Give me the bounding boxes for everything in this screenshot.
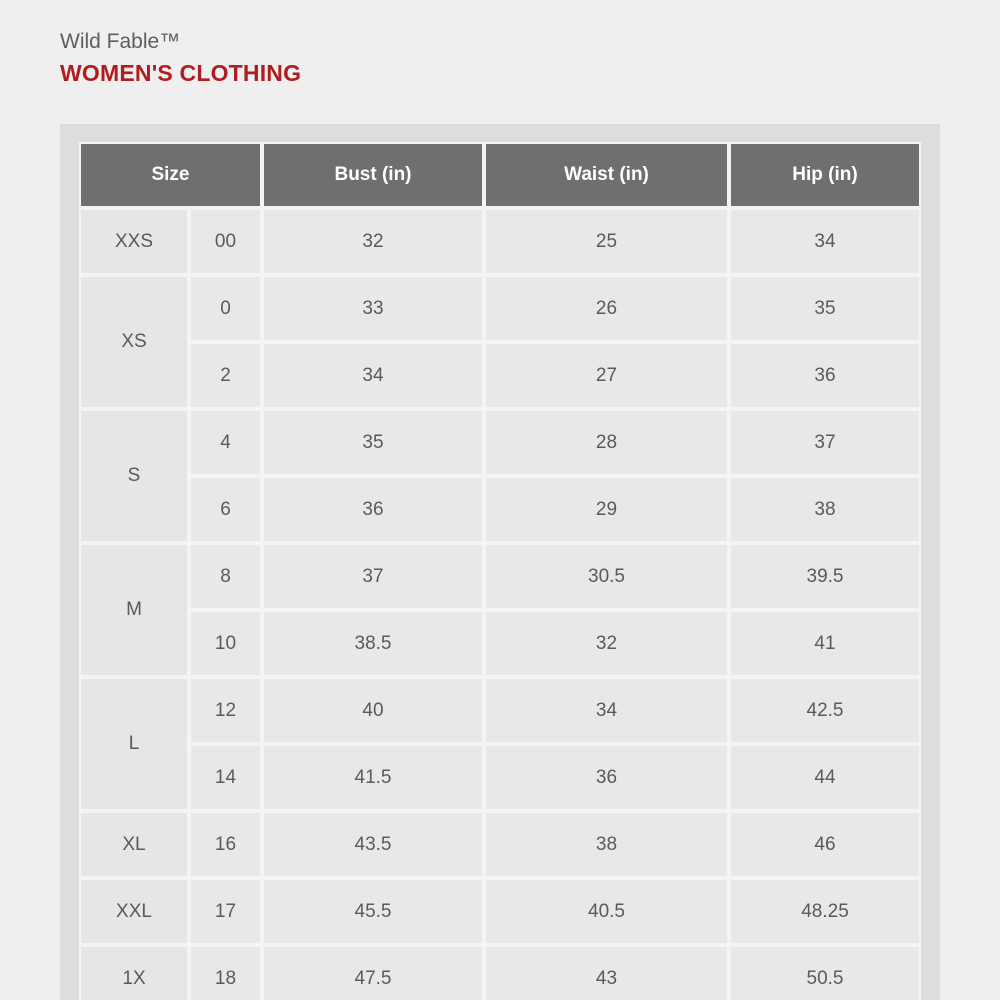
table-row	[79, 208, 921, 275]
size-number-cell: 18	[189, 945, 262, 1000]
waist-cell: 26	[484, 275, 729, 342]
bust-cell: 43.5	[262, 811, 484, 878]
waist-cell: 30.5	[484, 543, 729, 610]
hip-cell: 38	[729, 476, 921, 543]
hip-cell: 36	[729, 342, 921, 409]
column-header-waist: Waist (in)	[484, 142, 729, 208]
size-number-cell: 6	[189, 476, 262, 543]
bust-cell: 41.5	[262, 744, 484, 811]
hip-cell: 35	[729, 275, 921, 342]
table-row	[79, 677, 921, 744]
bust-cell: 45.5	[262, 878, 484, 945]
hip-cell: 39.5	[729, 543, 921, 610]
waist-cell: 28	[484, 409, 729, 476]
waist-cell: 36	[484, 744, 729, 811]
size-letter-cell: XXS	[79, 208, 189, 275]
bust-cell: 40	[262, 677, 484, 744]
bust-cell: 37	[262, 543, 484, 610]
size-number-cell: 10	[189, 610, 262, 677]
table-row	[79, 811, 921, 878]
bust-cell: 32	[262, 208, 484, 275]
bust-cell: 38.5	[262, 610, 484, 677]
table-row	[79, 476, 921, 543]
size-chart-table	[79, 142, 921, 1000]
waist-cell: 32	[484, 610, 729, 677]
bust-cell: 36	[262, 476, 484, 543]
hip-cell: 42.5	[729, 677, 921, 744]
hip-cell: 34	[729, 208, 921, 275]
hip-cell: 50.5	[729, 945, 921, 1000]
size-letter-cell: XXL	[79, 878, 189, 945]
column-header-size: Size	[79, 142, 262, 208]
waist-cell: 29	[484, 476, 729, 543]
size-number-cell: 17	[189, 878, 262, 945]
table-row	[79, 342, 921, 409]
table-body	[79, 208, 921, 1000]
waist-cell: 40.5	[484, 878, 729, 945]
hip-cell: 48.25	[729, 878, 921, 945]
size-letter-cell: S	[79, 409, 189, 543]
table-row	[79, 275, 921, 342]
table-row	[79, 610, 921, 677]
hip-cell: 37	[729, 409, 921, 476]
table-header-row	[79, 142, 921, 208]
size-letter-cell: 1X	[79, 945, 189, 1000]
table-row	[79, 409, 921, 476]
size-letter-cell: L	[79, 677, 189, 811]
page-title: WOMEN'S CLOTHING	[60, 60, 302, 86]
bust-cell: 33	[262, 275, 484, 342]
bust-cell: 35	[262, 409, 484, 476]
size-letter-cell: M	[79, 543, 189, 677]
hip-cell: 41	[729, 610, 921, 677]
waist-cell: 43	[484, 945, 729, 1000]
table-row	[79, 878, 921, 945]
size-number-cell: 00	[189, 208, 262, 275]
waist-cell: 38	[484, 811, 729, 878]
size-letter-cell: XL	[79, 811, 189, 878]
size-number-cell: 2	[189, 342, 262, 409]
waist-cell: 27	[484, 342, 729, 409]
table-row	[79, 543, 921, 610]
size-number-cell: 8	[189, 543, 262, 610]
table-row	[79, 945, 921, 1000]
hip-cell: 46	[729, 811, 921, 878]
column-header-hip: Hip (in)	[729, 142, 921, 208]
bust-cell: 34	[262, 342, 484, 409]
size-number-cell: 0	[189, 275, 262, 342]
bust-cell: 47.5	[262, 945, 484, 1000]
hip-cell: 44	[729, 744, 921, 811]
waist-cell: 25	[484, 208, 729, 275]
size-number-cell: 12	[189, 677, 262, 744]
size-number-cell: 4	[189, 409, 262, 476]
waist-cell: 34	[484, 677, 729, 744]
brand-name: Wild Fable™	[60, 30, 181, 53]
size-number-cell: 16	[189, 811, 262, 878]
table-row	[79, 744, 921, 811]
column-header-bust: Bust (in)	[262, 142, 484, 208]
size-letter-cell: XS	[79, 275, 189, 409]
size-number-cell: 14	[189, 744, 262, 811]
